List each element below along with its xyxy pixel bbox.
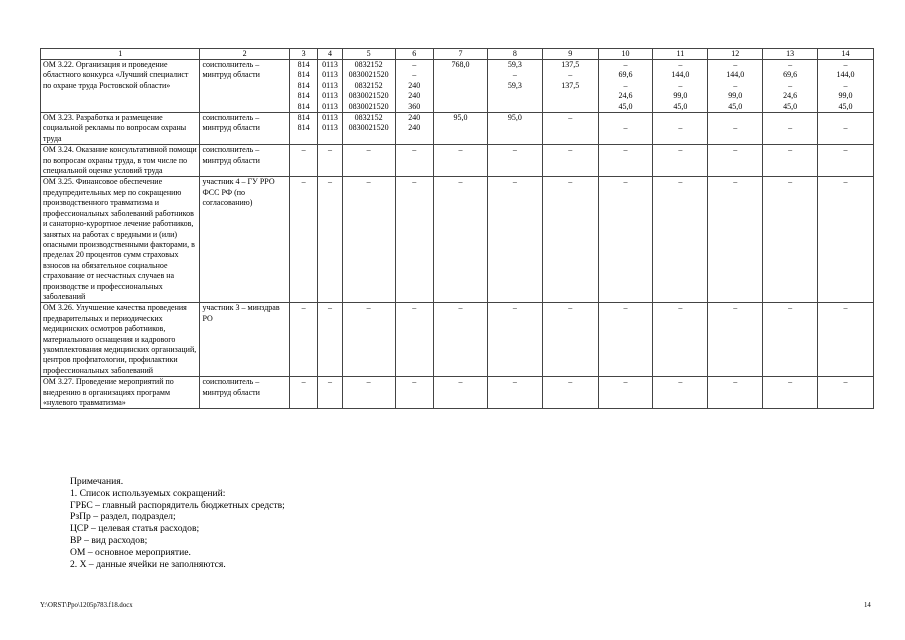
table-cell: [818, 60, 874, 113]
table-cell: [395, 177, 434, 303]
table-cell: [818, 145, 874, 177]
cell-value: –: [512, 70, 517, 80]
cell-value: 240: [408, 91, 421, 101]
table-cell: [708, 113, 763, 145]
cell-value: –: [788, 303, 793, 313]
cell-value: –: [733, 303, 738, 313]
column-header: 5: [342, 49, 395, 60]
table-cell: [318, 60, 342, 113]
column-header: 8: [487, 49, 542, 60]
table-cell: [487, 145, 542, 177]
cell-value: 144,0: [836, 70, 855, 80]
cell-value: 814: [297, 123, 310, 133]
table-cell: [318, 303, 342, 377]
table-cell: [487, 377, 542, 409]
table-cell: [289, 60, 317, 113]
cell-value: 0113: [322, 113, 338, 123]
table-cell: [542, 303, 598, 377]
table-cell: [289, 145, 317, 177]
cell-value: 240: [408, 123, 421, 133]
table-cell: [395, 303, 434, 377]
cell-value: –: [623, 303, 628, 313]
table-cell: [395, 60, 434, 113]
cell-value: 814: [297, 60, 310, 69]
cell-value: –: [328, 177, 332, 187]
cell-value: 0830021520: [348, 101, 389, 111]
table-cell: [434, 60, 488, 113]
table-cell: [598, 113, 653, 145]
table-cell: [598, 377, 653, 409]
cell-value: –: [678, 123, 683, 133]
table-cell: [653, 113, 708, 145]
table-cell: [487, 177, 542, 303]
cell-value: 240: [408, 80, 421, 90]
cell-value: –: [733, 177, 738, 187]
cell-value: 0113: [322, 80, 338, 90]
cell-value: 0832152: [354, 80, 383, 90]
column-header: 9: [542, 49, 598, 60]
table-cell: [653, 145, 708, 177]
table-cell: [708, 177, 763, 303]
cell-value: 0830021520: [348, 70, 389, 80]
cell-value: –: [843, 80, 848, 90]
cell-value: 59,3: [507, 60, 522, 69]
table-cell: [598, 177, 653, 303]
cell-value: 137,5: [561, 80, 580, 90]
cell-value: –: [623, 60, 628, 69]
cell-value: –: [788, 145, 793, 155]
table-cell: [763, 377, 818, 409]
table-row: [41, 145, 874, 177]
cell-value: 69,6: [783, 70, 798, 80]
cell-value: –: [301, 377, 306, 387]
table-cell: [708, 145, 763, 177]
table-cell: [542, 60, 598, 113]
cell-value: 45,0: [673, 101, 688, 111]
cell-value: –: [412, 145, 417, 155]
column-header: 3: [289, 49, 317, 60]
cell-value: –: [678, 80, 683, 90]
cell-value: –: [458, 177, 463, 187]
cell-value: –: [458, 145, 463, 155]
table-cell: [598, 145, 653, 177]
cell-value: –: [843, 60, 848, 69]
table-cell: [542, 177, 598, 303]
cell-value: –: [512, 177, 517, 187]
table-cell: [763, 113, 818, 145]
table-cell: [434, 303, 488, 377]
cell-value: 814: [297, 113, 310, 123]
cell-value: 99,0: [838, 91, 853, 101]
cell-value: –: [623, 80, 628, 90]
cell-value: –: [412, 60, 417, 69]
notes-line: РзПр – раздел, подраздел;: [70, 511, 176, 523]
table-cell: [598, 60, 653, 113]
table-row: [41, 113, 874, 145]
cell-value: 814: [297, 91, 310, 101]
cell-value: –: [512, 303, 517, 313]
notes-line: ОМ – основное мероприятие.: [70, 546, 191, 558]
cell-value: –: [458, 377, 463, 387]
cell-value: –: [366, 303, 371, 313]
table-cell: [763, 303, 818, 377]
notes-title: Примечания.: [70, 476, 124, 487]
cell-value: [765, 113, 815, 123]
cell-value: 69,6: [618, 70, 633, 80]
cell-value: –: [678, 145, 683, 155]
table-cell: [818, 177, 874, 303]
cell-value: –: [733, 80, 738, 90]
cell-value: –: [788, 123, 793, 133]
cell-value: 0830021520: [348, 91, 389, 101]
cell-value: 0113: [322, 70, 338, 80]
table-cell: [342, 60, 395, 113]
cell-value: –: [412, 377, 417, 387]
column-header: 13: [763, 49, 818, 60]
cell-value: –: [328, 303, 332, 313]
table-cell: [542, 113, 598, 145]
cell-value: –: [733, 60, 738, 69]
cell-value: –: [366, 377, 371, 387]
cell-value: 24,6: [618, 91, 633, 101]
cell-value: –: [623, 145, 628, 155]
table-cell: [318, 113, 342, 145]
cell-value: 0113: [322, 91, 338, 101]
cell-value: –: [301, 177, 306, 187]
column-header: 12: [708, 49, 763, 60]
cell-value: –: [788, 60, 793, 69]
activity-name: ОМ 3.24. Оказание консультативной помощи по вопросам охраны труда, в том числе по специальной оценке условий труда: [41, 145, 200, 177]
cell-value: 99,0: [673, 91, 688, 101]
cell-value: –: [568, 303, 573, 313]
table-cell: [653, 377, 708, 409]
cell-value: [601, 113, 651, 123]
cell-value: –: [301, 145, 306, 155]
cell-value: –: [623, 377, 628, 387]
cell-value: –: [458, 303, 463, 313]
cell-value: 99,0: [728, 91, 743, 101]
cell-value: 144,0: [726, 70, 745, 80]
cell-value: –: [568, 70, 573, 80]
table-cell: [434, 113, 488, 145]
table-row: [41, 60, 874, 113]
table-cell: [434, 177, 488, 303]
column-header: 4: [318, 49, 342, 60]
table-cell: [342, 113, 395, 145]
table-cell: [342, 303, 395, 377]
cell-value: –: [412, 303, 417, 313]
cell-value: [710, 113, 760, 123]
table-cell: [653, 60, 708, 113]
cell-value: [820, 113, 871, 123]
table-cell: [708, 303, 763, 377]
executor: соисполнитель – минтруд области: [200, 113, 289, 145]
cell-value: 0113: [322, 123, 338, 133]
cell-value: –: [843, 145, 848, 155]
cell-value: –: [678, 377, 683, 387]
cell-value: 59,3: [507, 80, 522, 90]
table-cell: [598, 303, 653, 377]
table-cell: [818, 303, 874, 377]
cell-value: –: [568, 145, 573, 155]
cell-value: 768,0: [451, 60, 470, 69]
table-header-row: [41, 49, 874, 60]
cell-value: 814: [297, 101, 310, 111]
cell-value: –: [568, 177, 573, 187]
table-cell: [289, 377, 317, 409]
table-cell: [763, 60, 818, 113]
cell-value: –: [512, 377, 517, 387]
table-cell: [818, 377, 874, 409]
footer-file-path: Y:\ORST\Ppo\1205p783.f18.docx: [40, 602, 133, 609]
table-cell: [342, 377, 395, 409]
cell-value: –: [843, 303, 848, 313]
cell-value: 137,5: [561, 60, 580, 69]
table-cell: [542, 377, 598, 409]
cell-value: –: [568, 113, 573, 123]
cell-value: 360: [408, 101, 421, 111]
cell-value: 240: [408, 113, 421, 123]
cell-value: –: [623, 123, 628, 133]
cell-value: –: [788, 177, 793, 187]
column-header: 7: [434, 49, 488, 60]
cell-value: –: [788, 80, 793, 90]
table-cell: [434, 377, 488, 409]
table-cell: [318, 145, 342, 177]
table-row: [41, 177, 874, 303]
table-row: [41, 303, 874, 377]
cell-value: –: [733, 377, 738, 387]
cell-value: –: [301, 303, 306, 313]
table-cell: [395, 145, 434, 177]
activity-name: ОМ 3.26. Улучшение качества проведения предварительных и периодических медицинских осмотров работников, материального оснащения и кадрового укомплектования медицинских организаций, центров профпатологии, профилактики профессиональных заболеваний: [41, 303, 200, 377]
table-cell: [487, 60, 542, 113]
cell-value: –: [328, 145, 332, 155]
table-cell: [289, 177, 317, 303]
column-header: 10: [598, 49, 653, 60]
column-header: 2: [200, 49, 289, 60]
table-cell: [487, 303, 542, 377]
table-cell: [342, 145, 395, 177]
table-cell: [708, 377, 763, 409]
cell-value: 0832152: [354, 60, 383, 69]
column-header: 14: [818, 49, 874, 60]
cell-value: 45,0: [838, 101, 853, 111]
cell-value: –: [412, 70, 417, 80]
executor: соисполнитель – минтруд области: [200, 145, 289, 177]
table-cell: [342, 177, 395, 303]
table-cell: [395, 377, 434, 409]
cell-value: –: [678, 177, 683, 187]
cell-value: 0832152: [354, 113, 383, 123]
table-cell: [763, 145, 818, 177]
table-row: [41, 377, 874, 409]
cell-value: 0113: [322, 101, 338, 111]
executor: участник 4 – ГУ РРО ФСС РФ (по согласованию): [200, 177, 289, 303]
table-cell: [708, 60, 763, 113]
cell-value: –: [678, 60, 683, 69]
page-number: 14: [864, 602, 871, 609]
cell-value: 95,0: [453, 113, 468, 123]
cell-value: 45,0: [783, 101, 798, 111]
cell-value: –: [843, 177, 848, 187]
cell-value: –: [843, 123, 848, 133]
cell-value: –: [733, 145, 738, 155]
cell-value: –: [328, 377, 332, 387]
table-cell: [289, 303, 317, 377]
cell-value: [655, 113, 705, 123]
executor: участник 3 – минздрав РО: [200, 303, 289, 377]
executor: соисполнитель – минтруд области: [200, 377, 289, 409]
cell-value: 95,0: [507, 113, 522, 123]
cell-value: –: [366, 177, 371, 187]
cell-value: –: [568, 377, 573, 387]
table-cell: [487, 113, 542, 145]
cell-value: –: [623, 177, 628, 187]
notes-line: 2. Х – данные ячейки не заполняются.: [70, 558, 226, 570]
activity-name: ОМ 3.27. Проведение мероприятий по внедрению в организациях программ «нулевого травматизма»: [41, 377, 200, 409]
activity-name: ОМ 3.23. Разработка и размещение социальной рекламы по вопросам охраны труда: [41, 113, 200, 145]
program-table: [40, 48, 874, 409]
cell-value: –: [678, 303, 683, 313]
cell-value: 0113: [322, 60, 338, 69]
cell-value: 814: [297, 70, 310, 80]
cell-value: 144,0: [671, 70, 690, 80]
cell-value: –: [733, 123, 738, 133]
activity-name: ОМ 3.22. Организация и проведение областного конкурса «Лучший специалист по охране труда Ростовской области»: [41, 60, 200, 113]
cell-value: –: [366, 145, 371, 155]
table-cell: [434, 145, 488, 177]
cell-value: 0830021520: [348, 123, 389, 133]
notes-line: 1. Список используемых сокращений:: [70, 487, 226, 499]
cell-value: 45,0: [618, 101, 633, 111]
cell-value: 45,0: [728, 101, 743, 111]
cell-value: 24,6: [783, 91, 798, 101]
cell-value: –: [512, 145, 517, 155]
table-cell: [318, 377, 342, 409]
cell-value: –: [788, 377, 793, 387]
table-cell: [818, 113, 874, 145]
notes-line: ЦСР – целевая статья расходов;: [70, 523, 200, 535]
cell-value: –: [412, 177, 417, 187]
column-header: 6: [395, 49, 434, 60]
notes-line: ВР – вид расходов;: [70, 534, 148, 546]
activity-name: ОМ 3.25. Финансовое обеспечение предупредительных мер по сокращению производственного травматизма и профессиональных заболеваний работников и санаторно-курортное лечение работников, занятых на работах с вредными и (или) опасными производственными факторами, в пределах 20 процентов сумм страховых взносов на обязательное социальное страхование от несчастных случаев на производстве и профессиональных заболеваний: [41, 177, 200, 303]
table-cell: [318, 177, 342, 303]
notes-line: ГРБС – главный распорядитель бюджетных средств;: [70, 499, 285, 511]
cell-value: –: [843, 377, 848, 387]
cell-value: 814: [297, 80, 310, 90]
column-header: 1: [41, 49, 200, 60]
table-cell: [763, 177, 818, 303]
table-cell: [542, 145, 598, 177]
table-cell: [653, 177, 708, 303]
column-header: 11: [653, 49, 708, 60]
notes: [70, 476, 285, 570]
table-cell: [289, 113, 317, 145]
table-cell: [395, 113, 434, 145]
table-cell: [653, 303, 708, 377]
executor: соисполнитель – минтруд области: [200, 60, 289, 113]
